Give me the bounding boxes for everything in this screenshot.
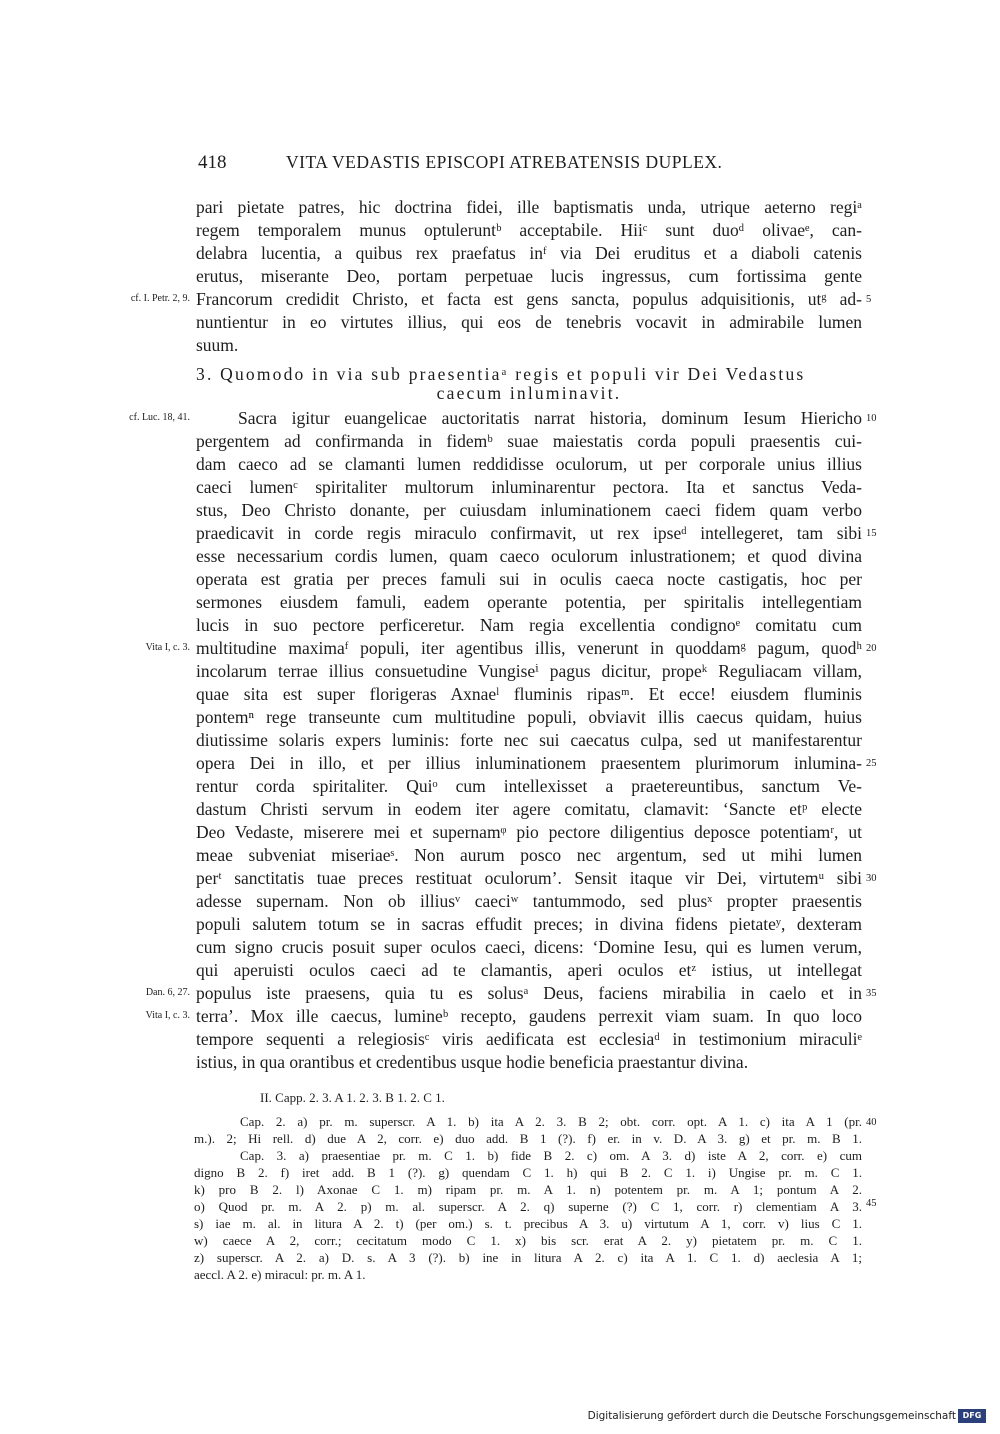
running-title: VITA VEDASTIS EPISCOPI ATREBATENSIS DUPLEX.: [286, 152, 723, 172]
text-line: erutus, miserante Deo, portam perpetuae lucis ingressus, cum fortissima gente: [196, 266, 862, 286]
line-number: 10: [866, 413, 877, 424]
line-number: 40: [866, 1117, 877, 1128]
text-line: incolarum terrae illius consuetudine Vungiseⁱ pagus dicitur, propeᵏ Reguliacam villam,: [196, 661, 862, 681]
text-line: caeci lumenᶜ spiritaliter multorum inluminarentur pectora. Ita et sanctus Veda-: [196, 477, 862, 497]
apparatus-line: digno B 2. f) iret add. B 1 (?). g) quendam C 1. h) qui B 2. C 1. i) Ungise pr. m. C 1.: [194, 1165, 862, 1180]
apparatus-line: w) caece A 2, corr.; cecitatum modo C 1. x) bis scr. erat A 2. y) pietatem pr. m. C 1.: [194, 1233, 862, 1248]
text-line: suum.: [196, 335, 239, 355]
text-line: perᵗ sanctitatis tuae preces restituat oculorum’. Sensit itaque vir Dei, virtutemᵘ sibi: [196, 868, 862, 888]
text-line: dam caeco ad se clamanti lumen reddidisse oculorum, ut per corporale unius illius: [196, 454, 862, 474]
text-line: quae sita est super florigeras Axnaeˡ fluminis ripasᵐ. Et ecce! eiusdem fluminis: [196, 684, 862, 704]
apparatus-line: k) pro B 2. l) Axonae C 1. m) ripam pr. m. A 1. n) potentem pr. m. A 1; pontum A 2.: [194, 1182, 862, 1197]
text-line: opera Dei in illo, et per illius inluminationem praesentem plurimorum inlumina-: [196, 753, 862, 773]
text-line: Sacra igitur euangelicae auctoritatis narrat historia, dominum Iesum Hiericho: [238, 408, 862, 428]
line-number: 20: [866, 643, 877, 654]
apparatus-line: aeccl. A 2. e) miracul: pr. m. A 1.: [194, 1267, 366, 1282]
line-number: 25: [866, 758, 877, 769]
chapter-heading-line: 3. Quomodo in via sub praesentiaᵃ regis et populi vir Dei Vedastus: [196, 364, 806, 384]
line-number: 5: [866, 294, 872, 305]
text-line: operata est gratia per preces famuli sui in oculis caeca nocte castigatis, hoc per: [196, 569, 862, 589]
line-number: 35: [866, 988, 877, 999]
text-line: dastum Christi servum in eodem iter agere comitatu, clamavit: ‘Sancte etᵖ electe: [196, 799, 862, 819]
text-line: meae subveniat miseriaeˢ. Non aurum posco nec argentum, sed ut mihi lumen: [196, 845, 862, 865]
text-line: pergentem ad confirmanda in fidemᵇ suae maiestatis corda populi praesentis cui-: [196, 431, 862, 451]
text-line: rentur corda spiritaliter. Quiᵒ cum intellexisset a praetereuntibus, sanctum Ve-: [196, 776, 862, 796]
apparatus-line: m.). 2; Hi rell. d) due A 2, corr. e) duo add. B 1 (?). f) er. in v. D. A 3. g) et pr. m. B 1.: [194, 1131, 862, 1146]
text-line: tempore sequenti a relegiosisᶜ viris aedificata est ecclesiaᵈ in testimonium miraculiᵉ: [196, 1029, 862, 1049]
apparatus-sigla: II. Capp. 2. 3. A 1. 2. 3. B 1. 2. C 1.: [260, 1090, 445, 1105]
margin-reference: Vita I, c. 3.: [145, 642, 190, 653]
chapter-heading-line: caecum inluminavit.: [436, 383, 622, 403]
apparatus-line: Cap. 3. a) praesentiae pr. m. C 1. b) fide B 2. c) om. A 3. d) iste A 2, corr. e) cum: [240, 1148, 862, 1163]
line-number: 15: [866, 528, 877, 539]
text-line: cum signo crucis posuit super oculos caeci, dicens: ‘Domine Iesu, qui es lumen verum,: [196, 937, 862, 957]
text-line: adesse supernam. Non ob illiusᵛ caeciʷ tantummodo, sed plusˣ propter praesentis: [196, 891, 862, 911]
apparatus-line: z) superscr. A 2. a) D. s. A 3 (?). b) ine in litura A 2. c) ita A 1. C 1. d) aeclesia A 1;: [194, 1250, 862, 1265]
text-line: sermones eiusdem famuli, eadem operante potentia, per spiritalis intellegentiam: [196, 592, 862, 612]
page-number: 418: [198, 152, 227, 173]
line-number: 30: [866, 873, 877, 884]
text-line: pari pietate patres, hic doctrina fidei, ille baptismatis unda, utrique aeterno regiᵃ: [196, 197, 862, 217]
text-line: regem temporalem munus optuleruntᵇ acceptabile. Hiiᶜ sunt duoᵈ olivaeᵉ, can-: [196, 220, 862, 240]
apparatus-line: s) iae m. al. in litura A 2. t) (per om.) s. t. precibus A 3. u) virtutum A 1, corr. v) lius C 1.: [194, 1216, 862, 1231]
apparatus-line: o) Quod pr. m. A 2. p) m. al. superscr. A 2. q) superne (?) C 1, corr. r) clementiam A 3.: [194, 1199, 862, 1214]
text-line: pontemⁿ rege transeunte cum multitudine populi, obviavit illis caecus quidam, huius: [196, 707, 862, 727]
dfg-logo: DFG: [958, 1409, 986, 1423]
text-line: populus iste praesens, quia tu es solusᵃ Deus, faciens mirabilia in caelo et in: [196, 983, 862, 1003]
text-line: lucis in suo pectore perficeretur. Nam regia excellentia condignoᵉ comitatu cum: [196, 615, 862, 635]
text-line: qui aperuisti oculos caeci ad te clamantis, aperi oculos etᶻ istius, ut intellegat: [196, 960, 862, 980]
digitization-credit: Digitalisierung gefördert durch die Deutsche Forschungsgemeinschaft: [587, 1410, 956, 1422]
text-line: Francorum credidit Christo, et facta est gens sancta, populus adquisitionis, utᵍ ad-: [196, 289, 862, 309]
text-line: stus, Deo Christo donante, per cuiusdam inluminationem caeci fidem quam verbo: [196, 500, 862, 520]
text-line: terra’. Mox ille caecus, lumineᵇ recepto, gaudens perrexit viam suam. In quo loco: [196, 1006, 862, 1026]
apparatus-line: Cap. 2. a) pr. m. superscr. A 1. b) ita A 2. 3. B 2; obt. corr. opt. A 1. c) ita A 1 (pr.: [240, 1114, 862, 1129]
margin-reference: cf. I. Petr. 2, 9.: [130, 293, 190, 304]
text-line: delabra lucentia, a quibus rex praefatus inᶠ via Dei eruditus et a diaboli catenis: [196, 243, 862, 263]
text-line: praedicavit in corde regis miraculo confirmavit, ut rex ipseᵈ intellegeret, tam sibi: [196, 523, 862, 543]
text-line: multitudine maximaᶠ populi, iter agentibus illis, venerunt in quoddamᵍ pagum, quodʰ: [196, 638, 862, 658]
line-number: 45: [866, 1198, 877, 1209]
margin-reference: Vita I, c. 3.: [145, 1010, 190, 1021]
text-line: populi salutem totum se in sacras effudit preces; in divina fidens pietateʸ, dexteram: [196, 914, 862, 934]
margin-reference: cf. Luc. 18, 41.: [129, 412, 190, 423]
text-line: diutissime solaris expers luminis: forte nec sui caecatus culpa, sed ut manifestarentur: [196, 730, 862, 750]
text-line: nuntientur in eo virtutes illius, qui eos de tenebris vocavit in admirabile lumen: [196, 312, 862, 332]
text-line: istius, in qua orantibus et credentibus usque hodie beneficia praestantur divina.: [196, 1052, 749, 1072]
margin-reference: Dan. 6, 27.: [145, 987, 190, 998]
text-line: esse necessarium cordis lumen, quam caeco oculorum inlustrationem; et quod divina: [196, 546, 862, 566]
text-line: Deo Vedaste, miserere mei et supernamᵠ pio pectore diligentius deposce potentiamʳ, ut: [196, 822, 862, 842]
